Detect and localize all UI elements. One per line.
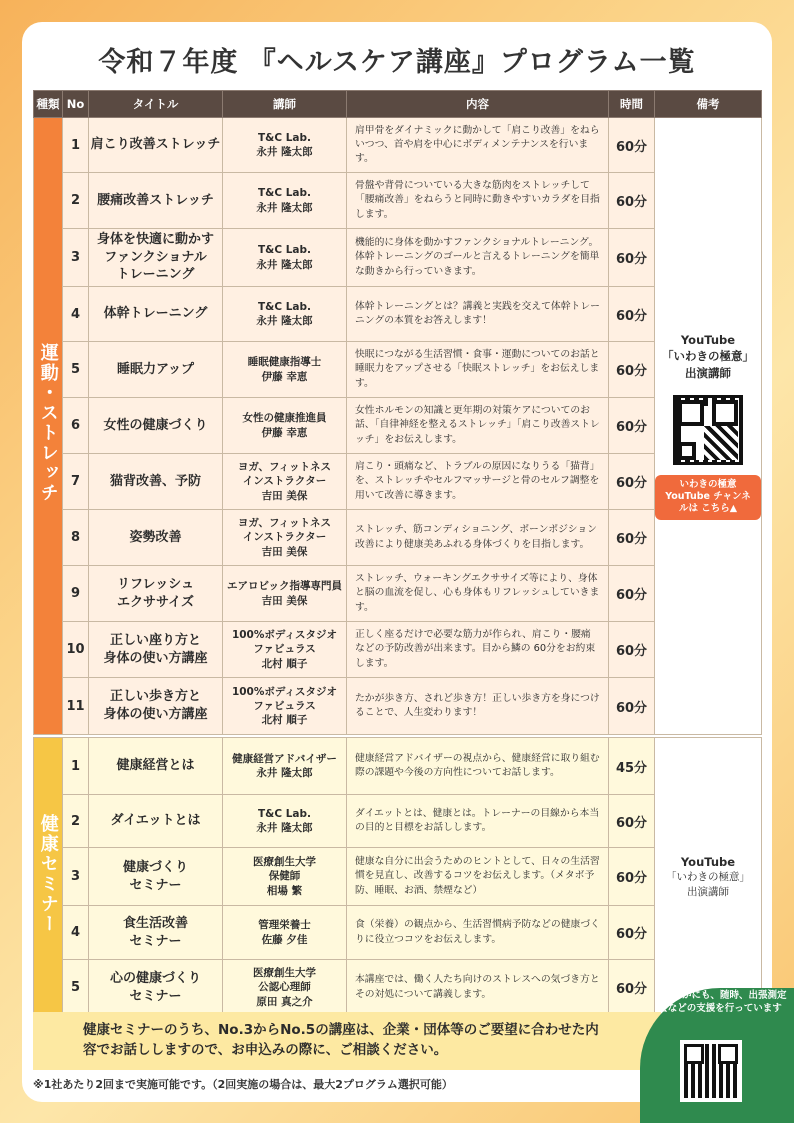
remarks-cell: [655, 118, 762, 735]
program-title: 睡眠力アップ: [89, 342, 223, 398]
remarks-youtube: YouTube: [680, 854, 736, 869]
lecturer: 医療創生大学 公認心理師 原田 真之介: [223, 960, 347, 1016]
lecturer: 100%ボディスタジオ ファビュラス 北村 順子: [223, 678, 347, 735]
row-number: 10: [63, 622, 89, 678]
table-row: [34, 678, 762, 735]
program-content: 肩甲骨をダイナミックに動かして「肩こり改善」をねらいつつ、首や肩を中心にボディメンテナンスを行います。: [347, 118, 609, 173]
program-time: 60分: [609, 795, 655, 848]
table-header: [34, 91, 762, 118]
category-label: [34, 118, 63, 735]
row-number: 9: [63, 566, 89, 622]
lecturer: 女性の健康推進員 伊藤 幸恵: [223, 398, 347, 454]
row-number: 2: [63, 795, 89, 848]
lecturer: 健康経営アドバイザー 永井 隆太郎: [223, 738, 347, 795]
lecturer: T&C Lab. 永井 隆太郎: [223, 795, 347, 848]
row-number: 11: [63, 678, 89, 735]
row-number: 5: [63, 342, 89, 398]
lecturer: T&C Lab. 永井 隆太郎: [223, 173, 347, 229]
col-lecturer: 講師: [223, 91, 347, 118]
program-table-exercise: [33, 90, 762, 735]
table-row: [34, 795, 762, 848]
lecturer: T&C Lab. 永井 隆太郎: [223, 229, 347, 287]
program-content: 肩こり・頭痛など、トラブルの原因になりうる「猫背」を、ストレッチやセルフマッサージと骨のセルフ調整を用いて改善に導きます。: [347, 454, 609, 510]
col-title: タイトル: [89, 91, 223, 118]
program-content: 健康な自分に出会うためのヒントとして、日々の生活習慣を見直し、改善するコツをお伝えします。（メタボ予防、睡眠、お酒、禁煙など）: [347, 848, 609, 906]
program-content: 快眠につながる生活習慣・食事・運動についてのお話と睡眠力をアップさせる「快眠ストレッチ」をお伝えします。: [347, 342, 609, 398]
footnote: ※1社あたり2回まで実施可能です。（2回実施の場合は、最大2プログラム選択可能）: [33, 1078, 453, 1091]
program-title: 正しい歩き方と 身体の使い方講座: [89, 678, 223, 735]
program-content: たかが歩き方、されど歩き方！正しい歩き方を身につけることで、人生変わります！: [347, 678, 609, 735]
col-category: 種類: [34, 91, 63, 118]
category-text: 健康セミナー: [37, 813, 59, 934]
program-title: 正しい座り方と 身体の使い方講座: [89, 622, 223, 678]
remarks-lecturer: 出演講師: [687, 885, 729, 898]
qr-code-icon[interactable]: [680, 1040, 742, 1102]
program-title: 猫背改善、予防: [89, 454, 223, 510]
table-row: [34, 566, 762, 622]
program-content: 食（栄養）の観点から、生活習慣病予防などの健康づくりに役立つコツをお伝えします。: [347, 906, 609, 960]
row-number: 1: [63, 118, 89, 173]
remarks-cell: [655, 738, 762, 1016]
table-row: [34, 906, 762, 960]
program-content: ストレッチ、筋コンディショニング、ボーンポジション改善により健康美あふれる身体づくりを目指します。: [347, 510, 609, 566]
program-time: 60分: [609, 678, 655, 735]
program-time: 60分: [609, 398, 655, 454]
program-title: 食生活改善 セミナー: [89, 906, 223, 960]
table-row: [34, 118, 762, 173]
lecturer: 管理栄養士 佐藤 夕佳: [223, 906, 347, 960]
table-row: [34, 342, 762, 398]
table-row: [34, 848, 762, 906]
lecturer: T&C Lab. 永井 隆太郎: [223, 118, 347, 173]
table-row: [34, 287, 762, 342]
program-title: 腰痛改善ストレッチ: [89, 173, 223, 229]
program-time: 60分: [609, 848, 655, 906]
remarks-channel: 「いわきの極意」: [666, 870, 750, 883]
program-time: 60分: [609, 906, 655, 960]
table-row: [34, 454, 762, 510]
program-time: 60分: [609, 566, 655, 622]
program-title: リフレッシュ エクササイズ: [89, 566, 223, 622]
category-text: 運動・ストレッチ: [37, 343, 59, 504]
program-title: 体幹トレーニング: [89, 287, 223, 342]
program-title: 女性の健康づくり: [89, 398, 223, 454]
row-number: 3: [63, 848, 89, 906]
lecturer: 医療創生大学 保健師 相場 繁: [223, 848, 347, 906]
program-content: 骨盤や背骨についている大きな筋肉をストレッチして「腰痛改善」をねらうと同時に動きやすいカラダを目指します。: [347, 173, 609, 229]
lecturer: ヨガ、フィットネス インストラクター 吉田 美保: [223, 454, 347, 510]
table-row: [34, 229, 762, 287]
table-row: [34, 622, 762, 678]
program-table-seminar: [33, 737, 762, 1016]
program-time: 60分: [609, 510, 655, 566]
program-title: 心の健康づくり セミナー: [89, 960, 223, 1016]
remarks-youtube: YouTube: [680, 333, 736, 348]
lecturer: 睡眠健康指導士 伊藤 幸恵: [223, 342, 347, 398]
program-content: ストレッチ、ウォーキングエクササイズ等により、身体と脳の血流を促し、心も身体もリフレッシュしていきます。: [347, 566, 609, 622]
row-number: 4: [63, 287, 89, 342]
program-time: 60分: [609, 173, 655, 229]
lecturer: 100%ボディスタジオ ファビュラス 北村 順子: [223, 622, 347, 678]
table-row: [34, 398, 762, 454]
program-title: 身体を快適に動かす ファンクショナル トレーニング: [89, 229, 223, 287]
row-number: 2: [63, 173, 89, 229]
program-time: 45分: [609, 738, 655, 795]
lecturer: エアロビック指導専門員 吉田 美保: [223, 566, 347, 622]
row-number: 6: [63, 398, 89, 454]
row-number: 8: [63, 510, 89, 566]
program-title: 健康経営とは: [89, 738, 223, 795]
col-no: No: [63, 91, 89, 118]
lecturer: T&C Lab. 永井 隆太郎: [223, 287, 347, 342]
youtube-channel-button[interactable]: いわきの極意 YouTube チャンネルは こちら▲: [655, 475, 761, 520]
program-time: 60分: [609, 342, 655, 398]
program-time: 60分: [609, 118, 655, 173]
row-number: 3: [63, 229, 89, 287]
support-badge-text: このほかにも、随時、出張測定会などの支援を行っています: [653, 990, 787, 1014]
row-number: 5: [63, 960, 89, 1016]
program-time: 60分: [609, 622, 655, 678]
program-content: 体幹トレーニングとは？講義と実践を交えて体幹トレーニングの本質をお答えします！: [347, 287, 609, 342]
program-content: 健康経営アドバイザーの視点から、健康経営に取り組む際の課題や今後の方向性についてお話します。: [347, 738, 609, 795]
table-row: [34, 738, 762, 795]
row-number: 4: [63, 906, 89, 960]
program-content: 女性ホルモンの知識と更年期の対策ケアについてのお話、「自律神経を整えるストレッチ」「肩こり改善ストレッチ」をお伝えします。: [347, 398, 609, 454]
program-time: 60分: [609, 287, 655, 342]
program-title: 肩こり改善ストレッチ: [89, 118, 223, 173]
program-content: 機能的に身体を動かすファンクショナルトレーニング。体幹トレーニングのゴールと言えるトレーニングを簡単な動きから行っていきます。: [347, 229, 609, 287]
row-number: 7: [63, 454, 89, 510]
lecturer: ヨガ、フィットネス インストラクター 吉田 美保: [223, 510, 347, 566]
row-number: 1: [63, 738, 89, 795]
col-time: 時間: [609, 91, 655, 118]
col-content: 内容: [347, 91, 609, 118]
program-time: 60分: [609, 454, 655, 510]
program-time: 60分: [609, 229, 655, 287]
program-title: ダイエットとは: [89, 795, 223, 848]
table-row: [34, 173, 762, 229]
page-title: 令和７年度 『ヘルスケア講座』プログラム一覧: [98, 47, 696, 78]
program-content: 正しく座るだけで必要な筋力が作られ、肩こり・腰痛などの予防改善が出来ます。目から鱗の 60分をお約束します。: [347, 622, 609, 678]
seminar-note: 健康セミナーのうち、No.3からNo.5の講座は、企業・団体等のご要望に合わせた内容でお話ししますので、お申込みの際に、ご相談ください。: [33, 1012, 661, 1070]
program-time: 60分: [609, 960, 655, 1016]
category-label: [34, 738, 63, 1016]
program-title: 姿勢改善: [89, 510, 223, 566]
program-content: 本講座では、働く人たち向けのストレスへの気づき方とその対処について講義します。: [347, 960, 609, 1016]
qr-code-icon[interactable]: [673, 395, 743, 465]
program-title: 健康づくり セミナー: [89, 848, 223, 906]
program-content: ダイエットとは、健康とは。トレーナーの目線から本当の目的と目標をお話しします。: [347, 795, 609, 848]
table-row: [34, 510, 762, 566]
remarks-lecturer: 出演講師: [685, 365, 731, 380]
remarks-channel: 「いわきの極意」: [662, 349, 754, 364]
col-remarks: 備考: [655, 91, 762, 118]
